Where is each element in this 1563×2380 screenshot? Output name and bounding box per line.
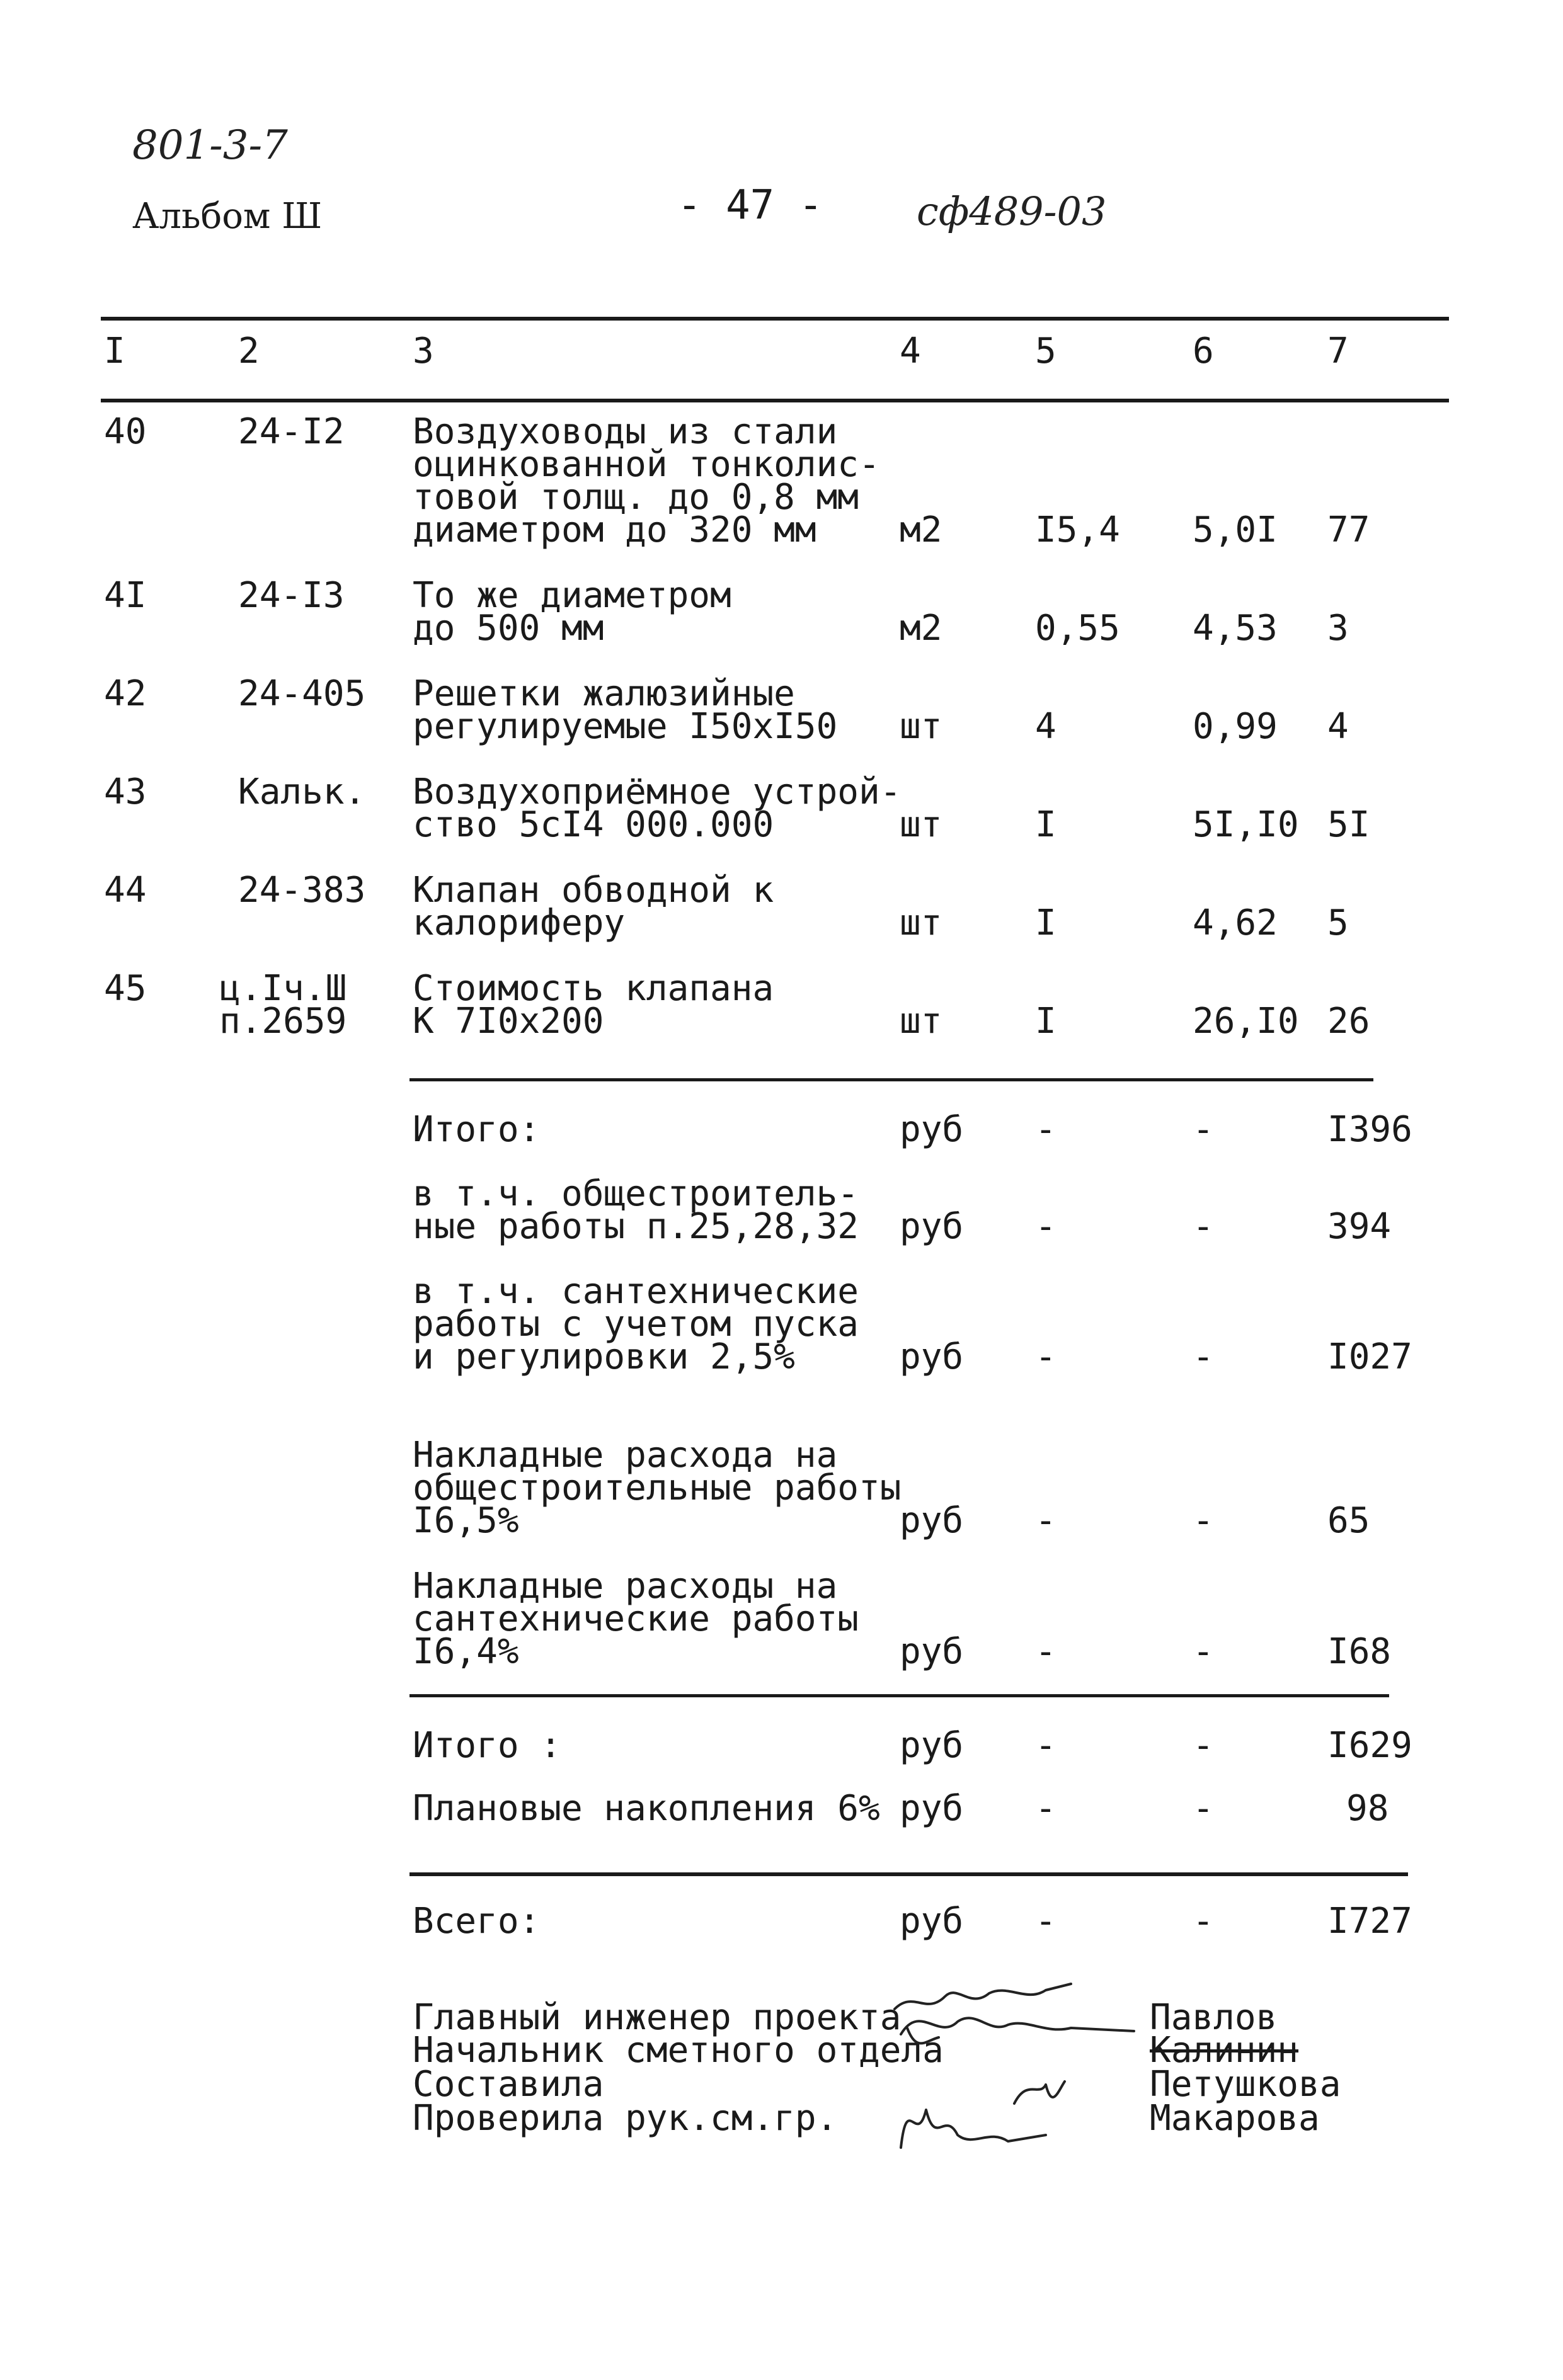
summary-col6: - — [1193, 1788, 1214, 1829]
column-header-4: 4 — [900, 331, 921, 372]
row-number: 45 — [104, 968, 147, 1009]
norm-code: ц.Iч.Ш п.2659 — [219, 968, 347, 1042]
summary-col5: - — [1035, 1788, 1056, 1829]
summary-col5: - — [1035, 1109, 1056, 1150]
summary-unit: руб — [900, 1336, 964, 1377]
row-number: 44 — [104, 870, 147, 911]
summary-label: в т.ч. общестроитель- ные работы п.25,28,32 — [413, 1173, 859, 1247]
signature-name: Павлов — [1150, 1997, 1278, 2038]
signature-name: Петушкова — [1150, 2064, 1341, 2105]
total-cost: 5 — [1327, 902, 1349, 943]
column-header-3: 3 — [413, 331, 434, 372]
column-header-6: 6 — [1193, 331, 1214, 372]
handwritten-signatures — [857, 1965, 1159, 2154]
handwritten-reference: сф489-03 — [917, 188, 1107, 234]
work-description: Воздухоприёмное устрой- ство 5cI4 000.000 — [413, 772, 902, 845]
summary-unit: руб — [900, 1901, 964, 1942]
grand-total-rule — [409, 1872, 1408, 1876]
quantity: 4 — [1035, 706, 1056, 747]
total-cost: 5I — [1327, 804, 1370, 845]
total-cost: 77 — [1327, 510, 1370, 550]
norm-code: 24-405 — [238, 673, 366, 714]
row-number: 43 — [104, 772, 147, 812]
quantity: I — [1035, 1001, 1056, 1042]
norm-code: 24-I2 — [238, 411, 345, 452]
total-cost: 4 — [1327, 706, 1349, 747]
summary-label: Накладные расходы на сантехнические работы I6,4% — [413, 1566, 859, 1672]
total-cost: 26 — [1327, 1001, 1370, 1042]
table-header-rule — [101, 399, 1449, 402]
row-number: 4I — [104, 575, 147, 616]
grand-total-label: Всего: — [413, 1901, 541, 1942]
summary-unit: руб — [900, 1725, 964, 1766]
summary-total: I027 — [1327, 1336, 1412, 1377]
summary-col6: - — [1193, 1631, 1214, 1672]
quantity: 0,55 — [1035, 608, 1120, 649]
work-description: Клапан обводной к калориферу — [413, 870, 774, 943]
summary-total: I629 — [1327, 1725, 1412, 1766]
summary-col5: - — [1035, 1336, 1056, 1377]
summary-col6: - — [1193, 1109, 1214, 1150]
grand-total-value: I727 — [1327, 1901, 1412, 1942]
summary-total: I396 — [1327, 1109, 1412, 1150]
handwritten-code: 801-3-7 — [132, 122, 288, 169]
signature-role: Проверила рук.см.гр. — [413, 2098, 838, 2139]
norm-code: 24-I3 — [238, 575, 345, 616]
quantity: I — [1035, 902, 1056, 943]
summary-col5: - — [1035, 1500, 1056, 1541]
summary-unit: руб — [900, 1500, 964, 1541]
summary-label: в т.ч. сантехнические работы с учетом пуска и регулировки 2,5% — [413, 1271, 859, 1377]
summary-unit: руб — [900, 1788, 964, 1829]
summary-total: 65 — [1327, 1500, 1370, 1541]
signature-role: Начальник сметного отдела — [413, 2030, 944, 2071]
summary-unit: руб — [900, 1206, 964, 1247]
summary-total: 394 — [1327, 1206, 1392, 1247]
summary-label: Итого : — [413, 1725, 562, 1766]
work-description: То же диаметром до 500 мм — [413, 575, 731, 649]
unit: шт — [900, 804, 942, 845]
summary-col5: - — [1035, 1206, 1056, 1247]
unit-price: 0,99 — [1193, 706, 1278, 747]
column-header-2: 2 — [238, 331, 260, 372]
summary-col6: - — [1193, 1500, 1214, 1541]
unit: шт — [900, 902, 942, 943]
summary-col6: - — [1193, 1725, 1214, 1766]
unit: шт — [900, 706, 942, 747]
table-top-rule — [101, 317, 1449, 321]
row-number: 42 — [104, 673, 147, 714]
summary-label: Плановые накопления 6% — [413, 1788, 880, 1829]
summary-col5: - — [1035, 1631, 1056, 1672]
total-cost: 3 — [1327, 608, 1349, 649]
work-description: Воздуховоды из стали оцинкованной тонколис- товой толщ. до 0,8 мм диаметром до 320 мм — [413, 411, 880, 550]
summary-col5: - — [1035, 1725, 1056, 1766]
quantity: I5,4 — [1035, 510, 1120, 550]
subtotal-rule — [409, 1694, 1389, 1697]
quantity: I — [1035, 804, 1056, 845]
summary-unit: руб — [900, 1109, 964, 1150]
summary-label: Итого: — [413, 1109, 541, 1150]
unit-price: 5,0I — [1193, 510, 1278, 550]
unit: м2 — [900, 510, 942, 550]
summary-col6: - — [1193, 1336, 1214, 1377]
summary-total: 98 — [1346, 1788, 1389, 1829]
signature-role: Главный инженер проекта — [413, 1997, 902, 2038]
unit: шт — [900, 1001, 942, 1042]
unit-price: 26,I0 — [1193, 1001, 1299, 1042]
summary-top-rule — [409, 1078, 1373, 1081]
work-description: Стоимость клапана К 7I0x200 — [413, 968, 774, 1042]
norm-code: 24-383 — [238, 870, 366, 911]
summary-unit: руб — [900, 1631, 964, 1672]
summary-col6: - — [1193, 1901, 1214, 1942]
summary-total: I68 — [1327, 1631, 1392, 1672]
album-label: Альбом Ш — [132, 196, 323, 237]
row-number: 40 — [104, 411, 147, 452]
summary-col5: - — [1035, 1901, 1056, 1942]
unit-price: 4,53 — [1193, 608, 1278, 649]
unit: м2 — [900, 608, 942, 649]
summary-label: Накладные расхода на общестроительные работы I6,5% — [413, 1435, 902, 1541]
page-number: - 47 - — [677, 182, 823, 229]
column-header-5: 5 — [1035, 331, 1056, 372]
column-header-1: I — [104, 331, 125, 372]
signature-role: Составила — [413, 2064, 604, 2105]
summary-col6: - — [1193, 1206, 1214, 1247]
norm-code: Кальк. — [238, 772, 366, 812]
work-description: Решетки жалюзийные регулируемые I50xI50 — [413, 673, 838, 747]
signature-name: Калинин — [1150, 2030, 1299, 2071]
unit-price: 5I,I0 — [1193, 804, 1299, 845]
signature-name: Макарова — [1150, 2098, 1320, 2139]
column-header-7: 7 — [1327, 331, 1349, 372]
unit-price: 4,62 — [1193, 902, 1278, 943]
